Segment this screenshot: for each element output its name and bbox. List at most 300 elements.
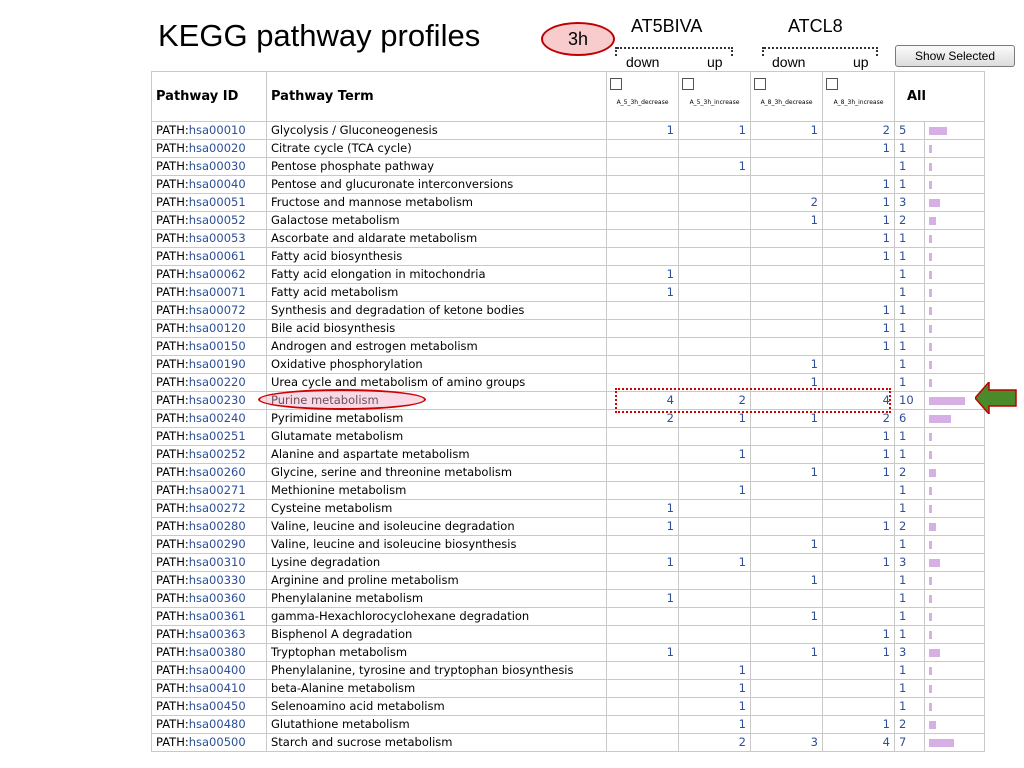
table-row [152,284,985,302]
pathway-id-cell [152,284,267,302]
count-bar [929,703,932,711]
pathway-id-link[interactable]: hsa00310 [188,555,246,569]
path-prefix: PATH: [156,663,189,677]
path-prefix: PATH: [156,249,189,263]
pathway-id-link[interactable]: hsa00252 [188,447,246,461]
pathway-id-link[interactable]: hsa00260 [188,465,246,479]
count-cell-a5-increase [679,608,751,626]
pathway-id-link[interactable]: hsa00360 [188,591,246,605]
count-cell-a5-increase: 1 [679,158,751,176]
pathway-id-link[interactable]: hsa00040 [188,177,246,191]
count-cell-all: 1 [895,446,925,464]
select-checkbox[interactable] [826,78,838,90]
count-bar [929,415,951,423]
count-cell-a5-increase [679,644,751,662]
table-row [152,698,985,716]
table-row [152,266,985,284]
pathway-term-cell: Ascorbate and aldarate metabolism [267,230,607,248]
table-row [152,572,985,590]
count-cell-a5-increase [679,248,751,266]
count-bar [929,271,932,279]
count-cell-a5-decrease [607,140,679,158]
count-cell-all: 1 [895,176,925,194]
pathway-term-cell: Androgen and estrogen metabolism [267,338,607,356]
count-cell-a5-decrease [607,572,679,590]
col-header-label: A_8_3h_decrease [760,99,813,106]
count-cell-a5-increase [679,536,751,554]
count-cell-a5-increase: 2 [679,734,751,752]
path-prefix: PATH: [156,483,189,497]
count-cell-a8-increase: 2 [823,410,895,428]
count-cell-a8-increase: 1 [823,230,895,248]
pathway-id-link[interactable]: hsa00230 [188,393,246,407]
count-cell-a5-increase: 1 [679,698,751,716]
count-cell-a5-decrease [607,482,679,500]
count-bar [929,649,940,657]
count-cell-all: 1 [895,572,925,590]
count-bar [929,289,932,297]
count-cell-a5-increase: 1 [679,716,751,734]
path-prefix: PATH: [156,339,189,353]
pathway-id-link[interactable]: hsa00020 [188,141,246,155]
pathway-id-link[interactable]: hsa00072 [188,303,246,317]
count-cell-a5-decrease [607,464,679,482]
bar-cell [925,248,985,266]
col-header-label: A_5_3h_decrease [616,99,669,106]
path-prefix: PATH: [156,447,189,461]
col-header-all: All [895,72,985,122]
pathway-id-cell [152,518,267,536]
pathway-id-link[interactable]: hsa00500 [188,735,246,749]
pathway-id-link[interactable]: hsa00450 [188,699,246,713]
pathway-id-link[interactable]: hsa00190 [188,357,246,371]
path-prefix: PATH: [156,411,189,425]
count-cell-a5-increase [679,590,751,608]
up-label: up [707,54,723,70]
pathway-term-cell: Valine, leucine and isoleucine biosynthesis [267,536,607,554]
pathway-term-cell: beta-Alanine metabolism [267,680,607,698]
count-cell-all: 10 [895,392,925,410]
count-cell-all: 1 [895,230,925,248]
pathway-term-cell: Fatty acid biosynthesis [267,248,607,266]
count-cell-a8-increase [823,266,895,284]
path-prefix: PATH: [156,285,189,299]
table-row [152,554,985,572]
count-bar [929,235,932,243]
count-cell-a8-decrease: 1 [751,608,823,626]
count-bar [929,451,932,459]
path-prefix: PATH: [156,267,189,281]
count-cell-a8-decrease [751,140,823,158]
count-cell-a5-decrease [607,248,679,266]
pathway-id-cell [152,464,267,482]
count-cell-a5-decrease [607,230,679,248]
count-cell-a8-increase: 1 [823,338,895,356]
count-cell-a8-decrease: 1 [751,374,823,392]
count-cell-a5-decrease [607,662,679,680]
pathway-id-link[interactable]: hsa00120 [188,321,246,335]
pathway-term-cell: Citrate cycle (TCA cycle) [267,140,607,158]
path-prefix: PATH: [156,645,189,659]
col-header-a5-decrease [607,72,679,122]
table-row [152,500,985,518]
path-prefix: PATH: [156,699,189,713]
pathway-id-link[interactable]: hsa00361 [188,609,246,623]
table-row [152,212,985,230]
count-cell-a8-decrease: 1 [751,356,823,374]
path-prefix: PATH: [156,735,189,749]
count-cell-a8-increase: 1 [823,302,895,320]
pathway-id-link[interactable]: hsa00251 [188,429,246,443]
pathway-id-link[interactable]: hsa00030 [188,159,246,173]
count-cell-all: 1 [895,320,925,338]
count-cell-a5-decrease: 1 [607,266,679,284]
bar-cell [925,302,985,320]
select-checkbox[interactable] [682,78,694,90]
count-cell-all: 1 [895,302,925,320]
count-cell-a5-decrease [607,302,679,320]
count-cell-a5-decrease [607,158,679,176]
count-cell-a5-decrease: 2 [607,410,679,428]
count-cell-all: 1 [895,698,925,716]
path-prefix: PATH: [156,231,189,245]
count-cell-all: 1 [895,356,925,374]
count-cell-all: 1 [895,284,925,302]
pathway-id-cell [152,608,267,626]
bar-cell [925,464,985,482]
pathway-id-cell [152,320,267,338]
count-bar [929,487,932,495]
pathway-id-cell [152,590,267,608]
select-checkbox[interactable] [610,78,622,90]
count-cell-a8-increase [823,590,895,608]
pathway-id-cell [152,248,267,266]
pathway-id-cell [152,338,267,356]
count-cell-a8-decrease [751,680,823,698]
count-cell-a8-decrease [751,500,823,518]
pathway-id-link[interactable]: hsa00240 [188,411,246,425]
count-cell-a8-decrease [751,590,823,608]
pathway-term-cell: Fatty acid elongation in mitochondria [267,266,607,284]
count-cell-a8-increase: 1 [823,212,895,230]
count-cell-a5-increase [679,266,751,284]
count-cell-a5-decrease: 1 [607,644,679,662]
bar-cell [925,122,985,140]
table-header-row [152,72,985,122]
bar-cell [925,266,985,284]
count-bar [929,739,954,747]
pathway-term-cell: Pentose phosphate pathway [267,158,607,176]
pathway-term-cell: Alanine and aspartate metabolism [267,446,607,464]
pathway-term-cell: Glycolysis / Gluconeogenesis [267,122,607,140]
bar-cell [925,662,985,680]
count-bar [929,343,932,351]
count-cell-a5-increase [679,284,751,302]
count-bar [929,217,936,225]
pathway-id-link[interactable]: hsa00410 [188,681,246,695]
count-cell-a8-increase: 1 [823,446,895,464]
time-badge: 3h [541,22,615,56]
count-bar [929,433,932,441]
count-cell-all: 3 [895,644,925,662]
count-cell-all: 5 [895,122,925,140]
bar-cell [925,590,985,608]
path-prefix: PATH: [156,159,189,173]
count-cell-a8-increase: 2 [823,122,895,140]
count-cell-a8-increase [823,572,895,590]
pathway-term-cell: Bisphenol A degradation [267,626,607,644]
pathway-id-link[interactable]: hsa00220 [188,375,246,389]
count-cell-a8-decrease [751,338,823,356]
pathway-term-cell: Fructose and mannose metabolism [267,194,607,212]
count-bar [929,379,932,387]
count-cell-all: 1 [895,482,925,500]
pathway-term-cell: Valine, leucine and isoleucine degradation [267,518,607,536]
count-bar [929,397,965,405]
count-cell-a5-decrease: 1 [607,284,679,302]
count-cell-a5-decrease [607,338,679,356]
bar-cell [925,140,985,158]
count-cell-a8-decrease: 1 [751,212,823,230]
count-cell-a5-increase [679,320,751,338]
count-cell-all: 3 [895,554,925,572]
count-cell-a8-increase: 1 [823,518,895,536]
pathway-term-cell: Synthesis and degradation of ketone bodies [267,302,607,320]
table-row [152,230,985,248]
count-cell-all: 1 [895,626,925,644]
pathway-id-link[interactable]: hsa00062 [188,267,246,281]
count-cell-a5-decrease [607,680,679,698]
count-cell-a5-decrease [607,212,679,230]
select-checkbox[interactable] [754,78,766,90]
pathway-term-cell: Selenoamino acid metabolism [267,698,607,716]
count-cell-a8-decrease: 1 [751,536,823,554]
pathway-id-cell [152,122,267,140]
path-prefix: PATH: [156,303,189,317]
pathway-id-cell [152,716,267,734]
col-header-pathway-id: Pathway ID [152,72,267,122]
pathway-id-link[interactable]: hsa00272 [188,501,246,515]
count-bar [929,145,932,153]
path-prefix: PATH: [156,519,189,533]
pathway-id-cell [152,554,267,572]
pathway-term-cell: Glutamate metabolism [267,428,607,446]
pathway-id-cell [152,230,267,248]
count-cell-a8-decrease: 1 [751,122,823,140]
count-cell-a8-decrease [751,518,823,536]
bar-cell [925,608,985,626]
count-bar [929,559,940,567]
table-row [152,248,985,266]
table-row [152,158,985,176]
count-cell-a8-decrease [751,230,823,248]
path-prefix: PATH: [156,465,189,479]
count-cell-all: 1 [895,590,925,608]
count-cell-a5-increase: 1 [679,410,751,428]
pathway-id-cell [152,158,267,176]
group-label-atcl8: ATCL8 [788,16,843,36]
pathway-id-link[interactable]: hsa00071 [188,285,246,299]
count-cell-a8-increase [823,536,895,554]
count-cell-a8-increase: 1 [823,626,895,644]
pathway-id-link[interactable]: hsa00400 [188,663,246,677]
pathway-id-cell [152,176,267,194]
pathway-id-link[interactable]: hsa00053 [188,231,246,245]
count-cell-all: 2 [895,212,925,230]
table-row [152,680,985,698]
pathway-id-link[interactable]: hsa00380 [188,645,246,659]
count-cell-a8-decrease [751,662,823,680]
col-header-a8-increase [823,72,895,122]
count-bar [929,325,932,333]
pathway-id-link[interactable]: hsa00330 [188,573,246,587]
count-bar [929,721,936,729]
count-cell-a5-increase: 1 [679,554,751,572]
count-cell-a8-decrease: 1 [751,644,823,662]
table-row [152,122,985,140]
count-cell-a8-increase: 1 [823,176,895,194]
count-cell-a5-increase: 1 [679,122,751,140]
count-cell-a8-increase [823,482,895,500]
pathway-id-cell [152,374,267,392]
count-bar [929,253,932,261]
bar-cell [925,320,985,338]
count-cell-a8-increase [823,662,895,680]
count-cell-a5-decrease [607,698,679,716]
count-cell-a8-decrease: 1 [751,572,823,590]
table-row [152,302,985,320]
pathway-id-cell [152,734,267,752]
pathway-id-link[interactable]: hsa00051 [188,195,246,209]
pathway-term-cell: Purine metabolism [267,392,607,410]
count-cell-all: 3 [895,194,925,212]
count-bar [929,469,936,477]
path-prefix: PATH: [156,141,189,155]
path-prefix: PATH: [156,609,189,623]
pathway-term-cell: gamma-Hexachlorocyclohexane degradation [267,608,607,626]
count-cell-a5-increase [679,572,751,590]
table-row [152,338,985,356]
table-row [152,518,985,536]
count-cell-all: 6 [895,410,925,428]
count-cell-a8-decrease: 1 [751,464,823,482]
count-cell-a8-increase [823,284,895,302]
bar-cell [925,698,985,716]
count-cell-a8-decrease [751,158,823,176]
count-cell-all: 1 [895,536,925,554]
count-bar [929,163,932,171]
bar-cell [925,284,985,302]
count-bar [929,577,932,585]
count-cell-a8-increase: 1 [823,554,895,572]
pathway-term-cell: Phenylalanine metabolism [267,590,607,608]
table-row [152,428,985,446]
pathway-id-link[interactable]: hsa00363 [188,627,246,641]
path-prefix: PATH: [156,717,189,731]
count-cell-a5-increase [679,176,751,194]
count-cell-a5-decrease [607,536,679,554]
count-cell-a8-decrease [751,698,823,716]
bar-cell [925,518,985,536]
count-cell-all: 1 [895,338,925,356]
bar-cell [925,194,985,212]
path-prefix: PATH: [156,429,189,443]
count-cell-a5-decrease [607,716,679,734]
count-bar [929,307,932,315]
count-cell-a8-decrease [751,428,823,446]
pathway-id-link[interactable]: hsa00271 [188,483,246,497]
count-cell-a8-increase: 4 [823,734,895,752]
count-bar [929,541,932,549]
path-prefix: PATH: [156,537,189,551]
pathway-id-link[interactable]: hsa00061 [188,249,246,263]
bar-cell [925,644,985,662]
path-prefix: PATH: [156,573,189,587]
count-bar [929,361,932,369]
col-header-label: A_5_3h_increase [689,99,740,106]
count-cell-a8-decrease [751,716,823,734]
count-cell-all: 1 [895,428,925,446]
count-cell-all: 2 [895,716,925,734]
count-cell-all: 1 [895,158,925,176]
count-cell-a5-increase [679,140,751,158]
pathway-id-link[interactable]: hsa00052 [188,213,246,227]
pathway-id-link[interactable]: hsa00480 [188,717,246,731]
count-cell-a5-decrease [607,176,679,194]
count-cell-all: 1 [895,248,925,266]
pathway-id-cell [152,572,267,590]
table-row [152,644,985,662]
bar-cell [925,554,985,572]
pathway-id-link[interactable]: hsa00010 [188,123,246,137]
count-cell-a5-increase [679,212,751,230]
count-cell-a8-increase: 1 [823,320,895,338]
pathway-id-link[interactable]: hsa00150 [188,339,246,353]
group-label-at5biva: AT5BIVA [631,16,703,36]
path-prefix: PATH: [156,501,189,515]
count-cell-a8-decrease [751,248,823,266]
count-cell-a8-decrease [751,284,823,302]
bar-cell [925,734,985,752]
pathway-term-cell: Glycine, serine and threonine metabolism [267,464,607,482]
count-cell-a8-decrease [751,482,823,500]
count-cell-all: 1 [895,608,925,626]
pathway-id-cell [152,266,267,284]
pathway-id-cell [152,698,267,716]
count-cell-a5-decrease: 4 [607,392,679,410]
pathway-term-cell: Methionine metabolism [267,482,607,500]
table-row [152,356,985,374]
show-selected-button[interactable]: Show Selected [895,45,1015,67]
pathway-id-cell [152,428,267,446]
count-cell-a8-decrease: 3 [751,734,823,752]
pathway-term-cell: Starch and sucrose metabolism [267,734,607,752]
bar-cell [925,212,985,230]
count-bar [929,505,932,513]
bar-cell [925,680,985,698]
pathway-id-link[interactable]: hsa00290 [188,537,246,551]
count-cell-a8-increase [823,608,895,626]
count-cell-a5-increase [679,500,751,518]
path-prefix: PATH: [156,555,189,569]
pathway-term-cell: Glutathione metabolism [267,716,607,734]
pathway-id-cell [152,644,267,662]
col-header-a5-increase [679,72,751,122]
count-cell-a8-decrease [751,554,823,572]
pathway-id-link[interactable]: hsa00280 [188,519,246,533]
count-cell-a8-increase: 1 [823,248,895,266]
pathway-term-cell: Galactose metabolism [267,212,607,230]
